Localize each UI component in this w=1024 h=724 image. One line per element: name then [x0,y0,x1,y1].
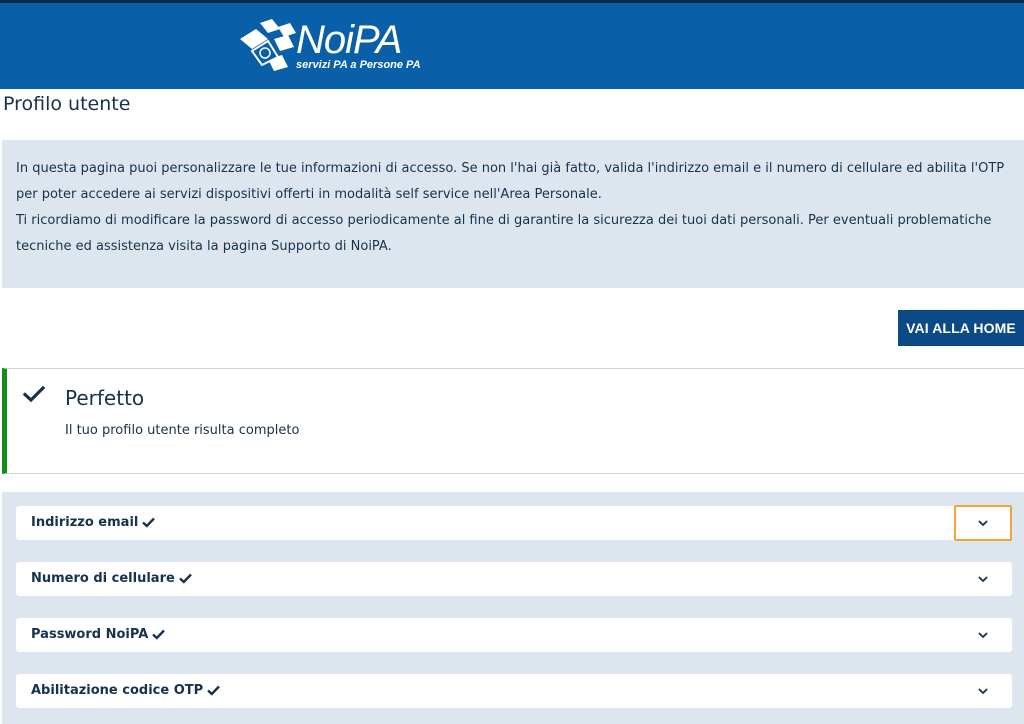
page-title: Profilo utente [3,93,131,115]
accordion-label-text: Password NoiPA [31,627,149,642]
accordion-toggle-otp[interactable] [954,673,1012,709]
alert-title: Perfetto [65,386,145,410]
accordion-label-text: Indirizzo email [31,515,139,530]
success-alert [2,368,1024,474]
accordion-label-phone [31,571,192,586]
accordion-item-password[interactable] [16,618,1012,652]
chevron-down-icon [978,576,988,582]
accordion-toggle-email[interactable] [954,505,1012,541]
alert-message: Il tuo profilo utente risulta completo [65,423,300,438]
home-button[interactable]: VAI ALLA HOME [898,310,1024,346]
chevron-down-icon [978,520,988,526]
check-icon [152,629,165,640]
noipa-logo[interactable] [238,17,438,79]
logo-tagline: servizi PA a Persone PA [296,59,421,71]
check-icon [207,685,220,696]
logo-wordmark: NoiPA [296,18,402,62]
accordion-toggle-phone[interactable] [954,561,1012,597]
check-icon [179,573,192,584]
chevron-down-icon [978,632,988,638]
check-icon [142,517,155,528]
accordion-label-email [31,515,155,530]
noipa-logo-mark-icon [238,17,298,77]
accordion-toggle-password[interactable] [954,617,1012,653]
info-paragraph-access: In questa pagina puoi personalizzare le tue informazioni di accesso. Se non l'hai già fatto, valida l'indirizzo email e il numero di cellulare ed abilita l'OTP per poter accedere ai servizi dispositivi offerti in modalità self service nell'Area Personale. [16,161,1005,202]
accordion-label-otp [31,683,220,698]
accordion-label-text: Numero di cellulare [31,571,175,586]
info-paragraph-password: Ti ricordiamo di modificare la password di accesso periodicamente al fine di garantire la sicurezza dei tuoi dati personali. Per eventuali problematiche tecniche ed assistenza visita la pagina Supporto di NoiPA. [16,213,992,254]
accordion-item-email[interactable] [16,506,1012,540]
accordion-label-text: Abilitazione codice OTP [31,683,204,698]
accordion-item-otp[interactable] [16,674,1012,708]
accordion-label-password [31,627,165,642]
chevron-down-icon [978,688,988,694]
accordion-item-phone[interactable] [16,562,1012,596]
check-icon [23,385,45,403]
site-header [0,3,1024,89]
profile-accordion [2,492,1024,724]
info-box [2,140,1024,288]
